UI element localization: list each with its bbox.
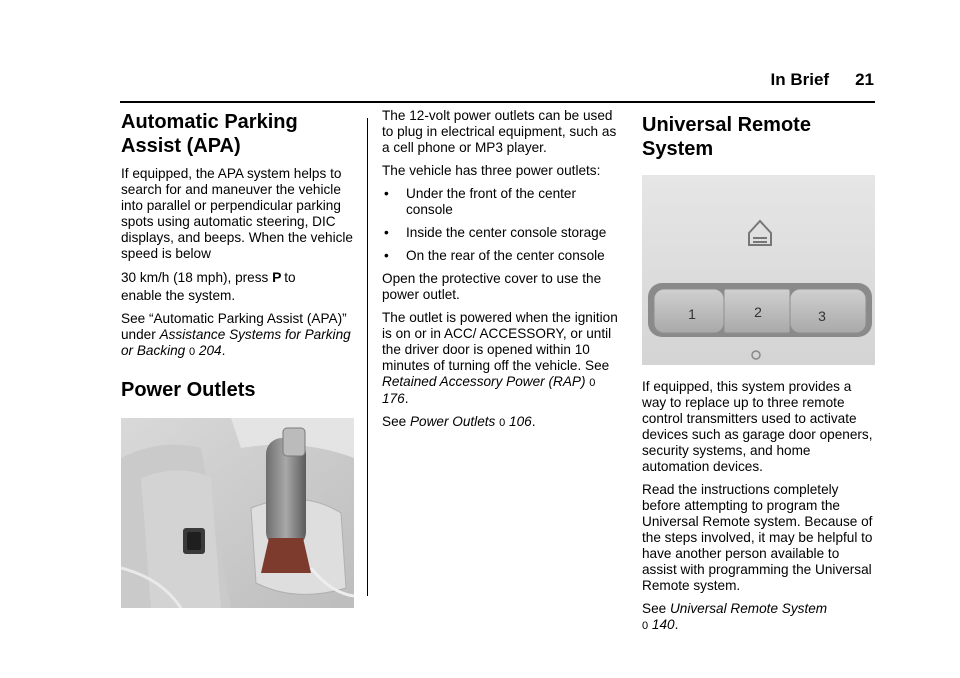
parking-assist-icon: P bbox=[272, 269, 281, 285]
power-p4-text: The outlet is powered when the ignition is on or in ACC/ ACCESSORY, or until the driver door is opened within 10 minutes of turning off the vehicle. See bbox=[382, 310, 618, 373]
list-item-text: Under the front of the center console bbox=[406, 186, 577, 217]
page-number: 21 bbox=[855, 70, 874, 89]
bullet-icon: • bbox=[384, 186, 389, 201]
page-ref-arrow-icon: 0 bbox=[499, 417, 506, 429]
apa-paragraph: If equipped, the APA system helps to search for and maneuver the vehicle into parallel or perpendicular parking spots using automatic steering, DIC displays, and beeps. When the vehicle speed is below bbox=[121, 166, 353, 261]
column-right bbox=[642, 108, 876, 641]
power-paragraph-3: Open the protective cover to use the power outlet. bbox=[382, 271, 602, 302]
power-see-reference bbox=[382, 414, 618, 431]
remote-paragraph-1: If equipped, this system provides a way to replace up to three remote control transmitters used to activate devices such as garage door openers, security systems, and home automation devices. bbox=[642, 379, 873, 474]
period: . bbox=[404, 391, 409, 406]
universal-remote-heading: Universal Remote System bbox=[642, 114, 811, 160]
list-item-text: On the rear of the center console bbox=[406, 248, 605, 263]
list-item bbox=[382, 186, 618, 218]
bullet-icon: • bbox=[384, 248, 389, 263]
power-outlet-illustration bbox=[121, 418, 354, 608]
universal-remote-link[interactable]: Universal Remote System bbox=[669, 601, 828, 616]
universal-remote-illustration bbox=[642, 175, 875, 365]
remote-paragraph-2: Read the instructions completely before attempting to program the Universal Remote system. Because of the steps involved, it may be helpful to have another person available to assist with programming the Universal Remote system. bbox=[642, 482, 873, 593]
list-item bbox=[382, 248, 618, 264]
remote-button-2-label: 2 bbox=[754, 304, 762, 320]
column-middle bbox=[382, 108, 618, 438]
bullet-icon: • bbox=[384, 225, 389, 240]
section-title: In Brief bbox=[770, 70, 830, 89]
universal-remote-page[interactable]: 140 bbox=[651, 617, 675, 632]
period: . bbox=[531, 414, 536, 429]
apa-see-reference bbox=[121, 311, 356, 360]
apa-heading: Automatic Parking Assist (APA) bbox=[121, 111, 298, 157]
page-ref-arrow-icon: 0 bbox=[642, 620, 649, 632]
power-outlets-link[interactable]: Power Outlets bbox=[409, 414, 496, 429]
apa-paragraph-press bbox=[121, 269, 356, 286]
page-ref-arrow-icon: 0 bbox=[189, 346, 196, 358]
period: . bbox=[221, 343, 226, 358]
header-rule bbox=[120, 101, 875, 103]
apa-see-page[interactable]: 204 bbox=[198, 343, 222, 358]
power-outlets-page[interactable]: 106 bbox=[509, 414, 532, 429]
remote-see-reference bbox=[642, 601, 876, 634]
page-header bbox=[771, 70, 874, 90]
apa-see-pre: See “Automatic Parking Assist (APA)” under bbox=[121, 311, 347, 342]
power-paragraph-4 bbox=[382, 310, 618, 407]
list-item-text: Inside the center console storage bbox=[406, 225, 607, 240]
column-divider bbox=[367, 118, 368, 596]
remote-button-1-label: 1 bbox=[688, 306, 696, 322]
list-item bbox=[382, 225, 618, 241]
column-left bbox=[121, 110, 356, 608]
power-paragraph-2: The vehicle has three power outlets: bbox=[382, 163, 601, 178]
apa-enable-text: enable the system. bbox=[121, 288, 236, 303]
remote-see-pre: See bbox=[642, 601, 667, 616]
apa-see-link[interactable]: Assistance Systems for Parking or Backing bbox=[121, 327, 351, 358]
power-paragraph-1: The 12-volt power outlets can be used to plug in electrical equipment, such as a cell phone or MP3 player. bbox=[382, 108, 617, 155]
rap-link[interactable]: Retained Accessory Power (RAP) bbox=[382, 374, 586, 389]
apa-to-text: to bbox=[284, 270, 296, 285]
period: . bbox=[674, 617, 679, 632]
remote-button-3-label: 3 bbox=[818, 308, 826, 324]
power-see-pre: See bbox=[382, 414, 407, 429]
apa-press-text: 30 km/h (18 mph), press bbox=[121, 270, 269, 285]
rap-page[interactable]: 176 bbox=[382, 391, 405, 406]
power-outlets-heading: Power Outlets bbox=[121, 379, 256, 401]
page-ref-arrow-icon: 0 bbox=[589, 377, 596, 389]
